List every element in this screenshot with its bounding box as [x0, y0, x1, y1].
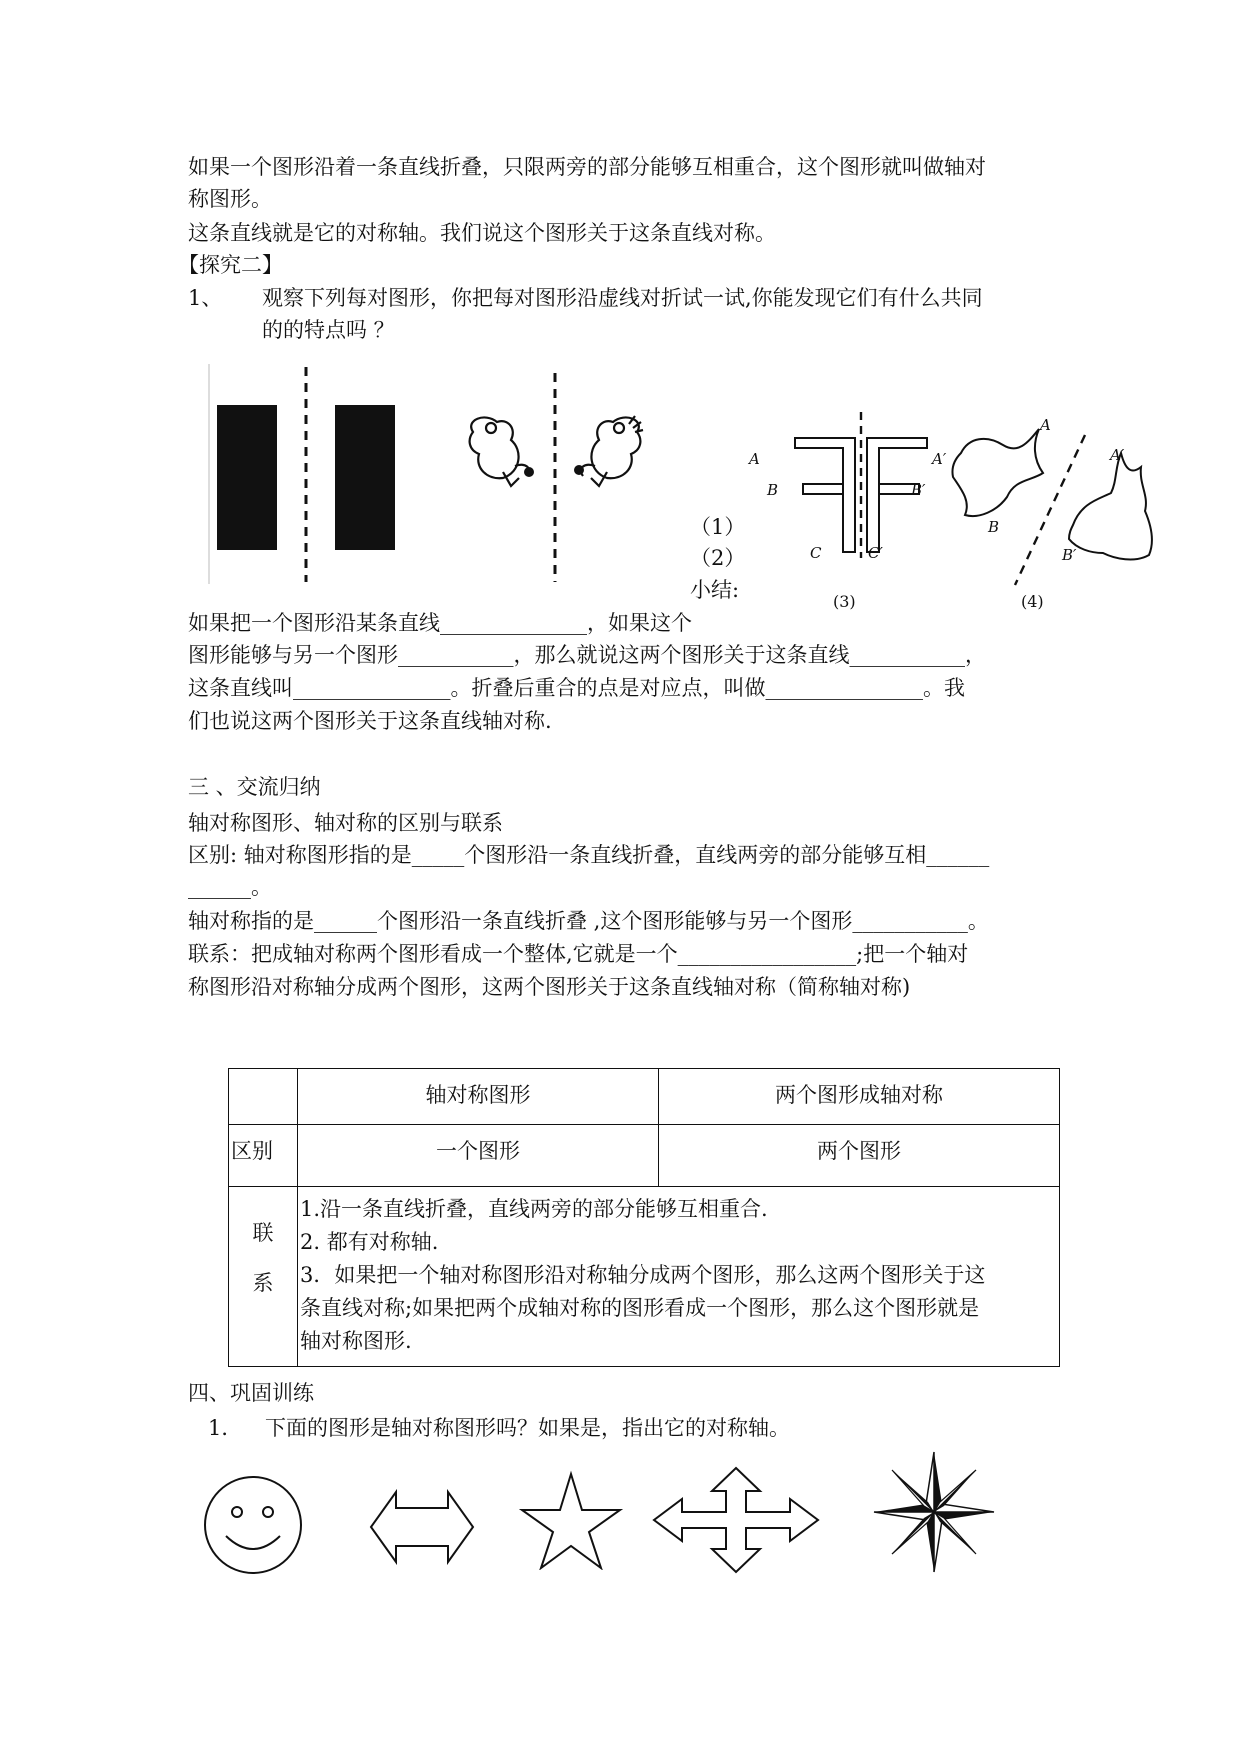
point-b-label-fig4: B	[988, 518, 1000, 536]
section3-subheading: 轴对称图形、轴对称的区别与联系	[188, 811, 503, 835]
section3-heading: 三 、交流归纳	[188, 775, 321, 799]
figure-chicks	[445, 370, 665, 585]
point-b-prime-label-fig4: B′	[1062, 546, 1077, 564]
axis-symmetry-line: 轴对称指的是______个图形沿一条直线折叠 ,这个图形能够与另一个图形___________。	[188, 909, 989, 933]
figure-label-3: (3)	[833, 592, 856, 611]
point-c-prime-label: C′	[868, 544, 883, 562]
fill-line-1: 如果把一个图形沿某条直线______________，如果这个	[188, 611, 692, 635]
point-a-prime-label: A′	[932, 450, 947, 468]
link-line-2: 称图形沿对称轴分成两个图形，这两个图形关于这条直线轴对称（简称轴对称)	[188, 975, 911, 999]
table-diff-col1: 一个图形	[298, 1125, 659, 1187]
link-item-3a: 3．如果把一个轴对称图形沿对称轴分成两个图形，那么这两个图形关于这	[300, 1263, 986, 1287]
difference-line-2: ______。	[188, 875, 272, 899]
table-diff-col2: 两个图形	[659, 1125, 1060, 1187]
fill-line-2: 图形能够与另一个图形___________，那么就说这两个图形关于这条直线___________，	[188, 643, 986, 667]
explore2-heading: 【探究二】	[178, 253, 283, 277]
table-corner-cell	[229, 1069, 298, 1125]
figure-label-1: （1）	[690, 515, 746, 539]
practice-question-number: 1．	[208, 1416, 243, 1440]
table-link-label-char-2: 系	[252, 1271, 274, 1295]
comparison-table	[228, 1068, 1060, 1367]
figure-label-2: （2）	[690, 546, 746, 570]
link-item-3c: 轴对称图形.	[300, 1329, 412, 1353]
definition-line-3: 这条直线就是它的对称轴。我们说这个图形关于这条直线对称。	[188, 221, 776, 245]
table-header-row	[229, 1069, 1060, 1125]
difference-line-1: 区别: 轴对称图形指的是_____个图形沿一条直线折叠，直线两旁的部分能够互相______	[188, 843, 990, 867]
fill-line-4: 们也说这两个图形关于这条直线轴对称.	[188, 709, 552, 733]
question-line-1: 观察下列每对图形，你把每对图形沿虚线对折试一试,你能发现它们有什么共同	[262, 286, 983, 310]
question-number: 1、	[188, 286, 223, 310]
table-link-label-char-1: 联	[252, 1221, 274, 1245]
smiley-face-shape	[200, 1470, 310, 1580]
link-item-1: 1.沿一条直线折叠，直线两旁的部分能够互相重合.	[300, 1197, 768, 1221]
table-row-label-difference: 区别	[229, 1125, 298, 1187]
link-item-3b: 条直线对称;如果把两个成轴对称的图形看成一个图形，那么这个图形就是	[300, 1296, 980, 1320]
table-row-difference	[229, 1125, 1060, 1187]
point-a-prime-label-fig4: A′	[1110, 446, 1125, 464]
point-c-label: C	[810, 544, 822, 562]
figure-label-4: (4)	[1021, 592, 1044, 611]
section4-heading: 四、巩固训练	[188, 1381, 314, 1405]
point-b-prime-label: B′	[911, 481, 926, 499]
practice-question-text: 下面的图形是轴对称图形吗？如果是，指出它的对称轴。	[265, 1416, 790, 1440]
point-a-label-fig4: A	[1040, 416, 1051, 434]
point-b-label: B	[767, 481, 779, 499]
point-a-label: A	[749, 450, 760, 468]
figure-rectangles	[200, 362, 410, 587]
four-way-arrow-shape	[652, 1465, 820, 1575]
compass-star-shape	[872, 1450, 996, 1574]
figure-blobs	[945, 415, 1165, 595]
double-arrow-shape	[368, 1488, 476, 1566]
question-line-2: 的的特点吗 ？	[262, 318, 395, 342]
definition-line-1: 如果一个图形沿着一条直线折叠，只限两旁的部分能够互相重合，这个图形就叫做轴对	[188, 155, 986, 179]
fill-line-3: 这条直线叫_______________。折叠后重合的点是对应点，叫做_______________。我	[188, 676, 965, 700]
table-row-link	[229, 1187, 1060, 1367]
summary-label: 小结:	[690, 578, 740, 602]
link-item-2: 2. 都有对称轴.	[300, 1230, 439, 1254]
table-header-col1: 轴对称图形	[298, 1069, 659, 1125]
five-point-star-shape	[516, 1470, 626, 1570]
table-header-col2: 两个图形成轴对称	[659, 1069, 1060, 1125]
table-row-label-link	[229, 1187, 298, 1367]
link-line-1: 联系：把成轴对称两个图形看成一个整体,它就是一个_________________;把一个轴对	[188, 942, 969, 966]
table-link-content	[298, 1187, 1060, 1367]
definition-line-2: 称图形。	[188, 187, 272, 211]
